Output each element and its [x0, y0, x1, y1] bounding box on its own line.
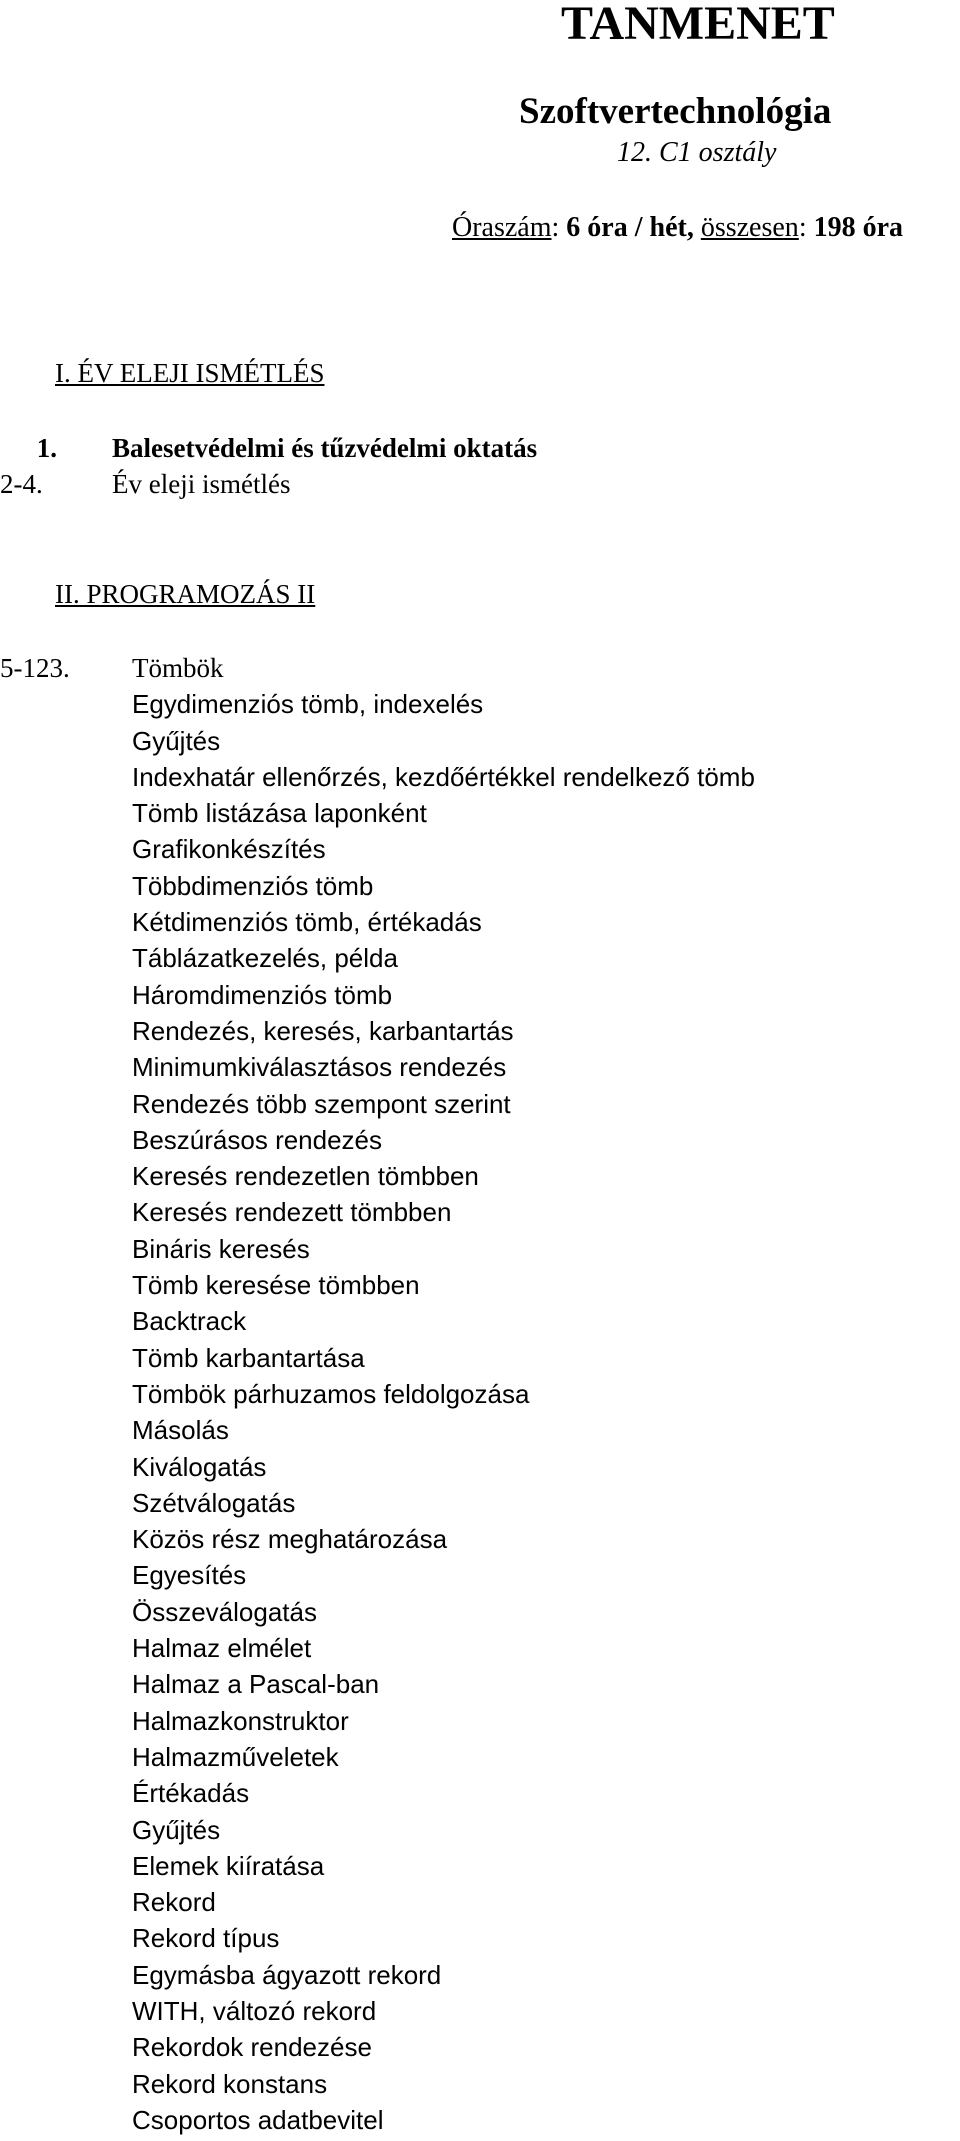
topic-item: Bináris keresés [132, 1233, 310, 1264]
topic-item: Tömbök párhuzamos feldolgozása [132, 1378, 530, 1409]
topic-item: Tömb karbantartása [132, 1342, 365, 1373]
section-heading-2: II. PROGRAMOZÁS II [55, 579, 316, 609]
topic-item: Kiválogatás [132, 1451, 267, 1482]
topic-item: Csoportos adatbevitel [132, 2104, 384, 2135]
topic-item: Tömb listázása laponként [132, 798, 427, 829]
lesson-text: Balesetvédelmi és tűzvédelmi oktatás [112, 433, 538, 463]
topic-item: Másolás [132, 1415, 229, 1446]
topic-item: Rekord konstans [132, 2068, 328, 2099]
topic-item: Keresés rendezetlen tömbben [132, 1161, 479, 1192]
topic-item: Közös rész meghatározása [132, 1524, 448, 1555]
topic-item: Értékadás [132, 1778, 250, 1809]
topic-item: Backtrack [132, 1306, 247, 1337]
hours-line [452, 212, 903, 244]
subject-title: Szoftvertechnológia [519, 91, 832, 132]
topic-item: Rendezés, keresés, karbantartás [132, 1015, 514, 1046]
hours-sep: : [551, 212, 560, 243]
topic-item: Minimumkiválasztásos rendezés [132, 1052, 507, 1083]
lesson-text: Év eleji ismétlés [112, 469, 291, 499]
lesson-number: 1. [36, 433, 57, 463]
topic-item: Rendezés több szempont szerint [132, 1088, 511, 1119]
topic-item: Rekord típus [132, 1923, 280, 1954]
topic-item: Háromdimenziós tömb [132, 979, 393, 1010]
topic-item: Kétdimenziós tömb, értékadás [132, 907, 482, 938]
lesson-row [0, 468, 290, 500]
topic-item: Keresés rendezett tömbben [132, 1197, 452, 1228]
topic-item: Gyűjtés [132, 725, 221, 756]
topic-item: Táblázatkezelés, példa [132, 943, 398, 974]
section-heading-1: I. ÉV ELEJI ISMÉTLÉS [55, 358, 325, 388]
topic-item: Tömb keresése tömbben [132, 1270, 420, 1301]
total-label: összesen [700, 212, 799, 243]
topic-item: Rekord [132, 1887, 216, 1918]
topic-item: WITH, változó rekord [132, 1995, 377, 2026]
topic-item: Egydimenziós tömb, indexelés [132, 689, 484, 720]
lesson-row [0, 432, 537, 464]
class-label: 12. C1 osztály [617, 137, 777, 168]
topic-item: Egyesítés [132, 1560, 247, 1591]
topic-item: Indexhatár ellenőrzés, kezdőértékkel rendelkező tömb [132, 761, 755, 792]
topic-item: Többdimenziós tömb [132, 870, 374, 901]
topic-item: Rekordok rendezése [132, 2032, 372, 2063]
lesson-number: 2-4. [0, 469, 43, 499]
topic-item: Gyűjtés [132, 1814, 221, 1845]
topic-item: Összeválogatás [132, 1596, 317, 1627]
topic-list [132, 686, 755, 2138]
topic-item: Halmaz elmélet [132, 1633, 312, 1664]
total-sep: : [798, 212, 807, 243]
topic-item: Beszúrásos rendezés [132, 1124, 383, 1155]
topic-group-title: Tömbök [132, 653, 224, 683]
page-title: TANMENET [561, 0, 835, 50]
total-value: 198 óra [813, 212, 904, 243]
topic-item: Halmazkonstruktor [132, 1705, 349, 1736]
topic-item: Halmazműveletek [132, 1741, 339, 1772]
topic-item: Elemek kiíratása [132, 1850, 325, 1881]
lesson-range: 5-123. [0, 653, 70, 683]
topic-item: Halmaz a Pascal-ban [132, 1669, 380, 1700]
hours-comma: , [686, 212, 694, 243]
topic-item: Egymásba ágyazott rekord [132, 1959, 442, 1990]
hours-label: Óraszám [452, 212, 552, 243]
topic-item: Szétválogatás [132, 1487, 296, 1518]
hours-value: 6 óra / hét [566, 212, 687, 243]
topic-item: Grafikonkészítés [132, 834, 326, 865]
